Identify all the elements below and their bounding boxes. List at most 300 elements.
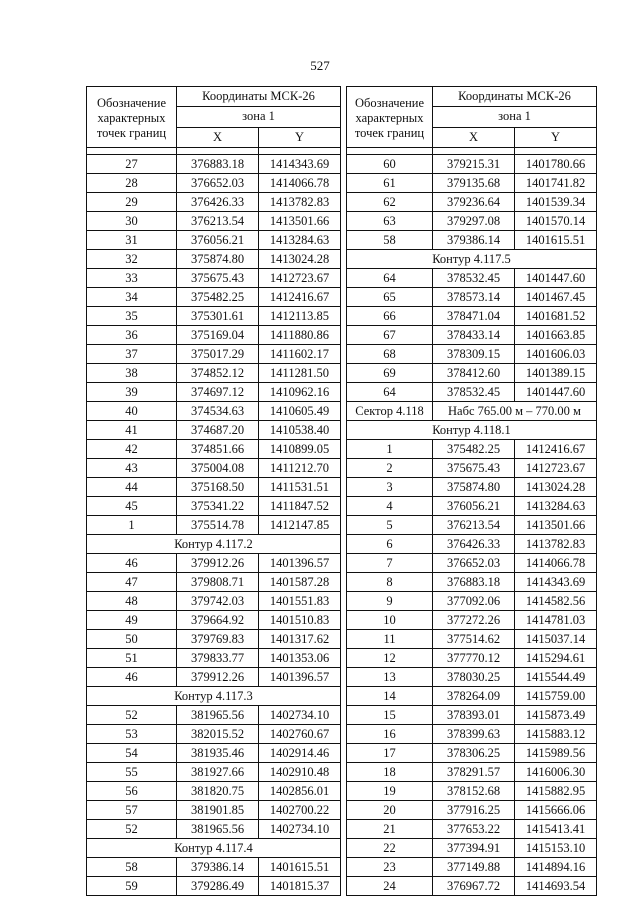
coord-x: 377514.62 — [433, 630, 515, 649]
point-id: 59 — [87, 877, 177, 896]
table-row — [87, 383, 341, 402]
coord-x: 379236.64 — [433, 193, 515, 212]
sector-elevation: Набс 765.00 м – 770.00 м — [433, 402, 597, 421]
point-id: 50 — [87, 630, 177, 649]
coord-x: 374687.20 — [177, 421, 259, 440]
coord-y: 1412147.85 — [259, 516, 341, 535]
table-row — [347, 554, 597, 573]
coord-x: 375514.78 — [177, 516, 259, 535]
table-row — [87, 212, 341, 231]
point-id: 69 — [347, 364, 433, 383]
coord-y: 1401539.34 — [515, 193, 597, 212]
coord-y: 1413782.83 — [259, 193, 341, 212]
coord-y: 1413284.63 — [259, 231, 341, 250]
table-row — [347, 478, 597, 497]
point-id: 53 — [87, 725, 177, 744]
coord-x: 377394.91 — [433, 839, 515, 858]
coord-y: 1401615.51 — [259, 858, 341, 877]
point-id: 5 — [347, 516, 433, 535]
coord-y: 1414066.78 — [259, 174, 341, 193]
point-id: 33 — [87, 269, 177, 288]
point-id: 55 — [87, 763, 177, 782]
coord-x: 382015.52 — [177, 725, 259, 744]
coord-y: 1401389.15 — [515, 364, 597, 383]
point-id: 66 — [347, 307, 433, 326]
coord-x: 376883.18 — [433, 573, 515, 592]
coord-y: 1401815.37 — [259, 877, 341, 896]
coord-y: 1414582.56 — [515, 592, 597, 611]
coordinates-table-left — [86, 86, 341, 896]
coord-x: 378309.15 — [433, 345, 515, 364]
coord-x: 379386.14 — [177, 858, 259, 877]
table-row — [347, 782, 597, 801]
coord-x: 377653.22 — [433, 820, 515, 839]
coord-y: 1410538.40 — [259, 421, 341, 440]
coord-x: 376652.03 — [433, 554, 515, 573]
table-row — [347, 839, 597, 858]
coord-y: 1416006.30 — [515, 763, 597, 782]
contour-heading-row — [87, 535, 341, 554]
coord-x: 381965.56 — [177, 706, 259, 725]
coord-y: 1401681.52 — [515, 307, 597, 326]
coord-x: 378306.25 — [433, 744, 515, 763]
table-row — [87, 269, 341, 288]
sector-label: Сектор 4.118 — [347, 402, 433, 421]
sector-row — [347, 402, 597, 421]
table-row — [347, 858, 597, 877]
table-row — [347, 706, 597, 725]
point-id: 14 — [347, 687, 433, 706]
coord-y: 1411602.17 — [259, 345, 341, 364]
point-id: 61 — [347, 174, 433, 193]
contour-heading: Контур 4.117.4 — [87, 839, 341, 858]
coord-x: 378532.45 — [433, 383, 515, 402]
table-row — [347, 668, 597, 687]
table-row — [347, 516, 597, 535]
table-row — [347, 649, 597, 668]
table-row — [87, 725, 341, 744]
point-id: 41 — [87, 421, 177, 440]
point-id: 28 — [87, 174, 177, 193]
coord-y: 1401447.60 — [515, 269, 597, 288]
coord-x: 381901.85 — [177, 801, 259, 820]
table-row — [87, 554, 341, 573]
coord-x: 381927.66 — [177, 763, 259, 782]
table-row — [87, 801, 341, 820]
coord-y: 1414781.03 — [515, 611, 597, 630]
table-row — [87, 459, 341, 478]
point-id: 6 — [347, 535, 433, 554]
table-row — [87, 573, 341, 592]
point-id: 45 — [87, 497, 177, 516]
coord-x: 377149.88 — [433, 858, 515, 877]
coord-y: 1412113.85 — [259, 307, 341, 326]
coord-x: 374852.12 — [177, 364, 259, 383]
coord-y: 1401615.51 — [515, 231, 597, 250]
table-row — [87, 782, 341, 801]
coord-x: 379808.71 — [177, 573, 259, 592]
table-row — [347, 611, 597, 630]
page-number: 527 — [310, 58, 330, 73]
header-coord-title: Координаты МСК-26 — [433, 87, 597, 107]
table-row — [87, 592, 341, 611]
coord-y: 1413024.28 — [259, 250, 341, 269]
coord-x: 378532.45 — [433, 269, 515, 288]
coord-y: 1412723.67 — [515, 459, 597, 478]
coord-y: 1401741.82 — [515, 174, 597, 193]
point-id: 21 — [347, 820, 433, 839]
table-row — [347, 459, 597, 478]
point-id: 52 — [87, 706, 177, 725]
point-id: 44 — [87, 478, 177, 497]
coord-x: 379297.08 — [433, 212, 515, 231]
point-id: 49 — [87, 611, 177, 630]
header-x: X — [433, 127, 515, 147]
coord-x: 378399.63 — [433, 725, 515, 744]
coord-y: 1410962.16 — [259, 383, 341, 402]
point-id: 32 — [87, 250, 177, 269]
coord-x: 376426.33 — [433, 535, 515, 554]
coord-x: 374851.66 — [177, 440, 259, 459]
coord-x: 375341.22 — [177, 497, 259, 516]
coord-y: 1401353.06 — [259, 649, 341, 668]
coord-y: 1402734.10 — [259, 820, 341, 839]
table-row — [87, 478, 341, 497]
coord-x: 379215.31 — [433, 155, 515, 174]
coord-y: 1401587.28 — [259, 573, 341, 592]
coord-y: 1401570.14 — [515, 212, 597, 231]
table-row — [347, 174, 597, 193]
coord-x: 381935.46 — [177, 744, 259, 763]
point-id: 29 — [87, 193, 177, 212]
coord-y: 1412723.67 — [259, 269, 341, 288]
point-id: 64 — [347, 383, 433, 402]
point-id: 57 — [87, 801, 177, 820]
coord-x: 378393.01 — [433, 706, 515, 725]
coord-y: 1401467.45 — [515, 288, 597, 307]
table-row — [347, 326, 597, 345]
point-id: 54 — [87, 744, 177, 763]
table-row — [87, 364, 341, 383]
coord-x: 379135.68 — [433, 174, 515, 193]
coord-x: 379742.03 — [177, 592, 259, 611]
table-row — [87, 820, 341, 839]
coord-x: 379912.26 — [177, 554, 259, 573]
point-id: 1 — [347, 440, 433, 459]
coord-y: 1401510.83 — [259, 611, 341, 630]
contour-heading-row — [87, 687, 341, 706]
coord-x: 375482.25 — [433, 440, 515, 459]
coord-x: 376426.33 — [177, 193, 259, 212]
coord-y: 1402760.67 — [259, 725, 341, 744]
point-id: 2 — [347, 459, 433, 478]
table-row — [347, 440, 597, 459]
table-row — [87, 497, 341, 516]
header-point-column: Обозначение характерных точек границ — [87, 87, 177, 148]
point-id: 27 — [87, 155, 177, 174]
table-row — [347, 801, 597, 820]
point-id: 47 — [87, 573, 177, 592]
header-coord-zone: зона 1 — [433, 107, 597, 127]
point-id: 10 — [347, 611, 433, 630]
table-row — [347, 307, 597, 326]
coord-y: 1415413.41 — [515, 820, 597, 839]
coord-y: 1410605.49 — [259, 402, 341, 421]
point-id: 39 — [87, 383, 177, 402]
coord-y: 1401447.60 — [515, 383, 597, 402]
point-id: 38 — [87, 364, 177, 383]
table-row — [347, 592, 597, 611]
table-row — [87, 155, 341, 174]
coord-x: 375675.43 — [177, 269, 259, 288]
point-id: 16 — [347, 725, 433, 744]
table-row — [347, 630, 597, 649]
table-row — [87, 307, 341, 326]
coord-x: 374697.12 — [177, 383, 259, 402]
coord-y: 1413501.66 — [259, 212, 341, 231]
table-row — [347, 497, 597, 516]
coord-x: 376967.72 — [433, 877, 515, 896]
point-id: 17 — [347, 744, 433, 763]
point-id: 46 — [87, 668, 177, 687]
coord-x: 375874.80 — [433, 478, 515, 497]
point-id: 67 — [347, 326, 433, 345]
contour-heading: Контур 4.118.1 — [347, 421, 597, 440]
point-id: 68 — [347, 345, 433, 364]
point-id: 18 — [347, 763, 433, 782]
point-id: 30 — [87, 212, 177, 231]
table-row — [87, 630, 341, 649]
coord-y: 1415666.06 — [515, 801, 597, 820]
contour-heading: Контур 4.117.2 — [87, 535, 341, 554]
point-id: 24 — [347, 877, 433, 896]
table-row — [347, 155, 597, 174]
point-id: 3 — [347, 478, 433, 497]
point-id: 46 — [87, 554, 177, 573]
coord-y: 1413501.66 — [515, 516, 597, 535]
point-id: 13 — [347, 668, 433, 687]
point-id: 15 — [347, 706, 433, 725]
coord-x: 379833.77 — [177, 649, 259, 668]
coord-x: 379664.92 — [177, 611, 259, 630]
table-row — [347, 364, 597, 383]
table-row — [347, 535, 597, 554]
coord-x: 375482.25 — [177, 288, 259, 307]
point-id: 23 — [347, 858, 433, 877]
table-row — [87, 288, 341, 307]
header-coord-title: Координаты МСК-26 — [177, 87, 341, 107]
point-id: 43 — [87, 459, 177, 478]
header-coord-zone: зона 1 — [177, 107, 341, 127]
table-row — [347, 269, 597, 288]
contour-heading-row — [87, 839, 341, 858]
table-row — [87, 763, 341, 782]
point-id: 9 — [347, 592, 433, 611]
point-id: 56 — [87, 782, 177, 801]
table-row — [347, 288, 597, 307]
coord-y: 1402734.10 — [259, 706, 341, 725]
coord-x: 381965.56 — [177, 820, 259, 839]
coord-x: 376213.54 — [177, 212, 259, 231]
coord-x: 376056.21 — [177, 231, 259, 250]
point-id: 62 — [347, 193, 433, 212]
table-row — [87, 421, 341, 440]
point-id: 48 — [87, 592, 177, 611]
point-id: 20 — [347, 801, 433, 820]
coord-x: 378152.68 — [433, 782, 515, 801]
coord-y: 1401317.62 — [259, 630, 341, 649]
contour-heading-row — [347, 421, 597, 440]
coord-x: 379286.49 — [177, 877, 259, 896]
table-row — [347, 744, 597, 763]
coord-x: 375169.04 — [177, 326, 259, 345]
coord-x: 378291.57 — [433, 763, 515, 782]
coord-y: 1415544.49 — [515, 668, 597, 687]
table-row — [87, 858, 341, 877]
coord-y: 1411281.50 — [259, 364, 341, 383]
coord-y: 1401396.57 — [259, 668, 341, 687]
table-row — [87, 668, 341, 687]
table-row — [87, 611, 341, 630]
point-id: 1 — [87, 516, 177, 535]
coord-x: 379769.83 — [177, 630, 259, 649]
point-id: 31 — [87, 231, 177, 250]
coord-y: 1401606.03 — [515, 345, 597, 364]
table-row — [87, 649, 341, 668]
point-id: 36 — [87, 326, 177, 345]
coord-x: 375675.43 — [433, 459, 515, 478]
coord-y: 1414066.78 — [515, 554, 597, 573]
coord-y: 1415989.56 — [515, 744, 597, 763]
coord-y: 1414343.69 — [515, 573, 597, 592]
coord-y: 1415883.12 — [515, 725, 597, 744]
coord-x: 378030.25 — [433, 668, 515, 687]
table-row — [347, 231, 597, 250]
table-row — [87, 877, 341, 896]
table-row — [347, 687, 597, 706]
coord-x: 375017.29 — [177, 345, 259, 364]
table-row — [347, 345, 597, 364]
table-row — [347, 193, 597, 212]
table-row — [87, 440, 341, 459]
coord-x: 377092.06 — [433, 592, 515, 611]
coord-x: 376213.54 — [433, 516, 515, 535]
table-row — [347, 820, 597, 839]
contour-heading: Контур 4.117.5 — [347, 250, 597, 269]
point-id: 51 — [87, 649, 177, 668]
point-id: 37 — [87, 345, 177, 364]
point-id: 22 — [347, 839, 433, 858]
coord-x: 378471.04 — [433, 307, 515, 326]
table-row — [347, 383, 597, 402]
point-id: 40 — [87, 402, 177, 421]
coord-y: 1411847.52 — [259, 497, 341, 516]
coord-x: 376652.03 — [177, 174, 259, 193]
coord-y: 1413284.63 — [515, 497, 597, 516]
table-row — [87, 193, 341, 212]
coord-x: 375004.08 — [177, 459, 259, 478]
coord-x: 379912.26 — [177, 668, 259, 687]
table-row — [87, 744, 341, 763]
coord-y: 1402700.22 — [259, 801, 341, 820]
point-id: 11 — [347, 630, 433, 649]
point-id: 7 — [347, 554, 433, 573]
point-id: 52 — [87, 820, 177, 839]
point-id: 42 — [87, 440, 177, 459]
coord-y: 1415153.10 — [515, 839, 597, 858]
coord-x: 378573.14 — [433, 288, 515, 307]
table-row — [347, 763, 597, 782]
header-x: X — [177, 127, 259, 147]
coord-x: 379386.14 — [433, 231, 515, 250]
header-y: Y — [259, 127, 341, 147]
table-row — [87, 174, 341, 193]
coord-x: 375168.50 — [177, 478, 259, 497]
coord-x: 375301.61 — [177, 307, 259, 326]
coord-x: 376056.21 — [433, 497, 515, 516]
point-id: 65 — [347, 288, 433, 307]
coord-x: 381820.75 — [177, 782, 259, 801]
coord-y: 1414693.54 — [515, 877, 597, 896]
table-row — [347, 212, 597, 231]
point-id: 34 — [87, 288, 177, 307]
coord-x: 375874.80 — [177, 250, 259, 269]
point-id: 58 — [87, 858, 177, 877]
point-id: 60 — [347, 155, 433, 174]
coord-y: 1411531.51 — [259, 478, 341, 497]
coord-y: 1401663.85 — [515, 326, 597, 345]
table-row — [347, 877, 597, 896]
coord-y: 1402856.01 — [259, 782, 341, 801]
coord-y: 1413024.28 — [515, 478, 597, 497]
header-y: Y — [515, 127, 597, 147]
contour-heading-row — [347, 250, 597, 269]
table-row — [347, 573, 597, 592]
table-row — [87, 231, 341, 250]
point-id: 35 — [87, 307, 177, 326]
coordinates-table-right — [346, 86, 597, 896]
table-row — [87, 250, 341, 269]
coord-y: 1402910.48 — [259, 763, 341, 782]
coord-y: 1411880.86 — [259, 326, 341, 345]
coord-x: 378412.60 — [433, 364, 515, 383]
header-point-column: Обозначение характерных точек границ — [347, 87, 433, 148]
table-row — [87, 345, 341, 364]
coord-y: 1412416.67 — [515, 440, 597, 459]
coord-x: 377770.12 — [433, 649, 515, 668]
coord-y: 1412416.67 — [259, 288, 341, 307]
coord-y: 1410899.05 — [259, 440, 341, 459]
table-row — [347, 725, 597, 744]
coord-y: 1415759.00 — [515, 687, 597, 706]
table-row — [87, 402, 341, 421]
coord-y: 1402914.46 — [259, 744, 341, 763]
coord-y: 1415882.95 — [515, 782, 597, 801]
point-id: 19 — [347, 782, 433, 801]
point-id: 8 — [347, 573, 433, 592]
coord-y: 1415294.61 — [515, 649, 597, 668]
point-id: 58 — [347, 231, 433, 250]
coord-y: 1411212.70 — [259, 459, 341, 478]
coord-x: 374534.63 — [177, 402, 259, 421]
coord-x: 377916.25 — [433, 801, 515, 820]
table-row — [87, 516, 341, 535]
coord-y: 1401551.83 — [259, 592, 341, 611]
coord-y: 1401396.57 — [259, 554, 341, 573]
coord-x: 376883.18 — [177, 155, 259, 174]
point-id: 64 — [347, 269, 433, 288]
coord-y: 1401780.66 — [515, 155, 597, 174]
